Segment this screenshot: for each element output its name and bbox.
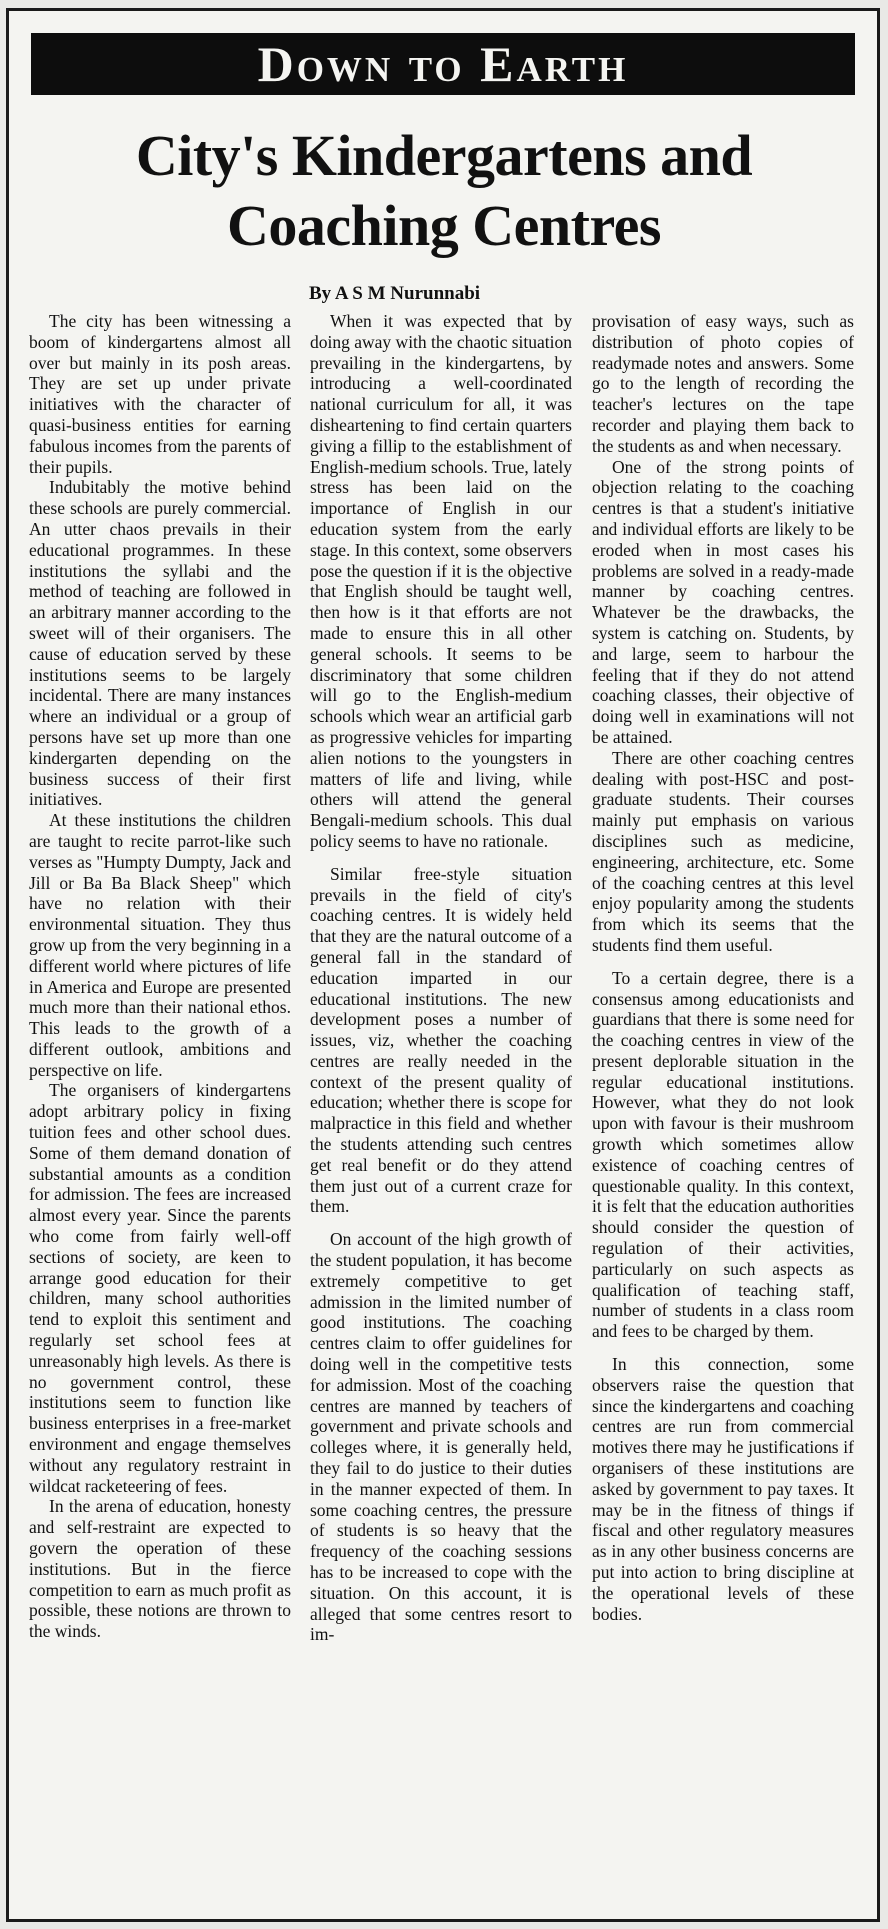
article-paragraph: On account of the high growth of the student population, it has become extremely competitive to get admission in the limited number of good institutions. The coaching centres claim to offer guidelines for doing well in the competitive tests for admission. Most of the coaching centres are manned by teachers of government and private schools and colleges where, it is generally held, they fail to do justice to their duties in the manner expected of them. In some coaching centres, the pressure of students is so heavy that the frequency of the coaching sessions has to be increased to cope with the situation. On this account, it is alleged that some centres resort to im- xyxy=(310,1229,572,1645)
byline: By A S M Nurunnabi xyxy=(309,283,481,304)
headline-line-2: Coaching Centres xyxy=(227,193,661,258)
newspaper-clipping xyxy=(6,8,880,1922)
text-column-1 xyxy=(29,311,291,1911)
article-paragraph: In this connection, some observers raise the question that since the kindergartens and coaching centres are run from commercial motives there may he justifications if organisers of these institutions are asked by government to pay taxes. It may be in the fitness of things if fiscal and other regulatory measures as in any other business concerns are put into action to bring discipline at the operational levels of these bodies. xyxy=(592,1354,854,1624)
article-paragraph: To a certain degree, there is a consensus among educationists and guardians that there is some need for the coaching centres in view of the present deplorable situation in the regular educational institutions. However, what they do not look upon with favour is their mushroom growth which sometimes allow existence of coaching centres of questionable quality. In this context, it is felt that the education authorities should consider the question of regulation of their activities, particularly on such aspects as qualification of teaching staff, number of students in a class room and fees to be charged by them. xyxy=(592,967,854,1342)
article-paragraph: The organisers of kindergartens adopt arbitrary policy in fixing tuition fees and other school dues. Some of them demand donation of substantial amounts as a condition for admission. The fees are increased almost every year. Since the parents who come from fairly well-off sections of society, are keen to arrange good education for their children, many school authorities tend to exploit this sentiment and regularly set school fees at unreasonably high levels. As there is no government control, these institutions seem to function like business enterprises in a free-market environment and engage themselves without any regulatory restraint in wildcat racketeering of fees. xyxy=(29,1080,291,1496)
article-paragraph: One of the strong points of objection relating to the coaching centres is that a student's initiative and individual efforts are likely to be eroded when in most cases his problems are solved in a ready-made manner by coaching centres. Whatever be the drawbacks, the system is catching on. Students, by and large, seem to harbour the feeling that if they do not attend coaching classes, their objective of doing well in examinations will not be attained. xyxy=(592,456,854,747)
article-paragraph: When it was expected that by doing away with the chaotic situation prevailing in the kindergartens, by introducing a well-coordinated national curriculum for all, it was disheartening to find certain quarters giving a fillip to the establishment of English-medium schools. True, lately stress has been laid on the importance of English in our education system from the early stage. In this context, some observers pose the question if it is the objective that English should be taught well, then how is it that efforts are not made to ensure this in all other general schools. It seems to be discriminatory that some children will go to the English-medium schools which wear an artificial garb as progressive vehicles for imparting alien notions to the youngsters in matters of life and living, while others will attend the general Bengali-medium schools. This dual policy seems to have no rationale. xyxy=(310,311,572,851)
headline-line-1: City's Kindergartens and xyxy=(135,123,753,188)
article-paragraph: Similar free-style situation prevails in the field of city's coaching centres. It is widely held that they are the natural outcome of a general fall in the standard of education imparted in our educational institutions. The new development poses a number of issues, viz, whether the coaching centres are really needed in the context of the present quality of education; whether there is scope for malpractice in this field and whether the students attending such centres get real benefit or do they attend them just out of a current craze for them. xyxy=(310,863,572,1217)
text-column-3 xyxy=(592,311,854,1911)
article-headline xyxy=(19,121,869,261)
article-paragraph: There are other coaching centres dealing with post-HSC and post-graduate students. Their courses mainly put emphasis on various disciplines such as medicine, engineering, architecture, etc. Some of the coaching centres at this level enjoy popularity among the students from which its seems that the students find them useful. xyxy=(592,747,854,955)
article-paragraph: provisation of easy ways, such as distribution of photo copies of readymade notes and answers. Some go to the length of recording the teacher's lectures on the tape recorder and playing them back to the students as and when necessary. xyxy=(592,311,854,456)
text-column-2 xyxy=(310,311,572,1911)
article-paragraph: At these institutions the children are taught to recite parrot-like such verses as "Humpty Dumpty, Jack and Jill or Ba Ba Black Sheep" which have no relation with their environmental situation. They thus grow up from the very beginning in a different world where pictures of life in America and Europe are presented much more than their national ethos. This leads to the growth of a different outlook, ambitions and perspective on life. xyxy=(29,810,291,1080)
article-paragraph: The city has been witnessing a boom of kindergartens almost all over but mainly in its posh areas. They are set up under private initiatives with the character of quasi-business entities for earning fabulous incomes from the parents of their pupils. xyxy=(29,311,291,477)
article-paragraph: Indubitably the motive behind these schools are purely commercial. An utter chaos prevails in their educational programmes. In these institutions the syllabi and the method of teaching are followed in an arbitrary manner according to the sweet will of their organisers. The cause of education served by these institutions seems to be largely incidental. There are many instances where an individual or a group of persons have set up more than one kindergarten depending on the business success of their first initiatives. xyxy=(29,477,291,810)
section-kicker: Down to Earth xyxy=(31,33,855,95)
article-paragraph: In the arena of education, honesty and self-restraint are expected to govern the operation of these institutions. But in the fierce competition to earn as much profit as possible, these notions are thrown to the winds. xyxy=(29,1496,291,1642)
